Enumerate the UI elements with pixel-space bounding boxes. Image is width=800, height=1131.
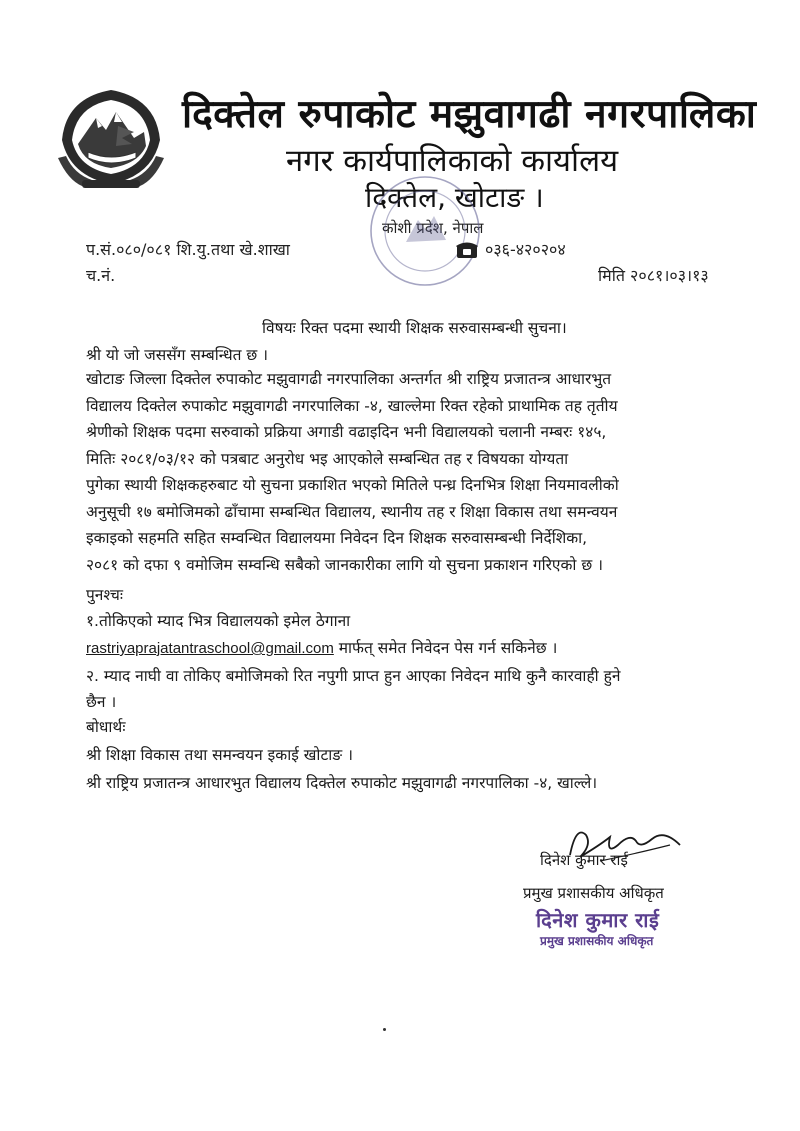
office-location: दिक्तेल, खोटाङ । xyxy=(365,181,544,214)
province-name: कोशी प्रदेश, नेपाल xyxy=(382,219,484,237)
signer-stamp-title: प्रमुख प्रशासकीय अधिकृत xyxy=(540,934,654,948)
postscript-label: पुनश्चः xyxy=(86,586,123,604)
postscript-point-1: १.तोकिएको म्याद भित्र विद्यालयको इमेल ठेगाना xyxy=(86,612,351,630)
school-email-link[interactable]: rastriyaprajatantraschool@gmail.com xyxy=(86,640,334,657)
paragraph-line: मितिः २०८१/०३/१२ को पत्रबाट अनुरोध भइ आएकोले सम्बन्धित तह र विषयका योग्यता xyxy=(86,449,569,468)
paragraph-line: अनुसूची १७ बमोजिमको ढाँचामा सम्बन्धित विद्यालय, स्थानीय तह र शिक्षा विकास तथा समन्वयन xyxy=(86,502,618,521)
subject-line: विषयः रिक्त पदमा स्थायी शिक्षक सरुवासम्बन्धी सुचना। xyxy=(262,319,567,337)
point2-line: २. म्याद नाघी वा तोकिए बमोजिमको रित नपुगी प्राप्त हुन आएका निवेदन माथि कुनै कारवाही हुने xyxy=(86,667,621,685)
paragraph-line: २०८१ को दफा ९ वमोजिम सम्वन्धि सबैको जानकारीका लागि यो सुचना प्रकाशन गरिएको छ । xyxy=(86,555,604,574)
document-date: मिति २०८१।०३।१३ xyxy=(598,266,709,285)
paragraph-line: इकाइको सहमति सहित सम्वन्धित विद्यालयमा निवेदन दिन शिक्षक सरुवासम्बन्धी निर्देशिका, xyxy=(86,529,588,547)
paragraph-line: विद्यालय दिक्तेल रुपाकोट मझुवागढी नगरपालिका -४, खाल्लेमा रिक्त रहेको प्राथामिक तह तृतीय xyxy=(86,396,618,415)
email-line xyxy=(86,636,557,658)
telephone-icon xyxy=(455,241,479,259)
office-name: नगर कार्यपालिकाको कार्यालय xyxy=(286,143,619,179)
dispatch-number: च.नं. xyxy=(86,266,116,285)
paragraph-line: खोटाङ जिल्ला दिक्तेल रुपाकोट मझुवागढी नगरपालिका अन्तर्गत श्री राष्ट्रिय प्रजातन्त्र आधारभुत xyxy=(86,370,612,388)
signer-name: दिनेश कुमार राई xyxy=(540,851,628,869)
copy-to-label: बोधार्थः xyxy=(86,718,126,736)
postscript-point-2 xyxy=(86,663,736,715)
signer-title: प्रमुख प्रशासकीय अधिकृत xyxy=(523,884,664,902)
copy-to-recipient-2: श्री राष्ट्रिय प्रजातन्त्र आधारभुत विद्यालय दिक्तेल रुपाकोट मझुवागढी नगरपालिका -४, खाल्ले। xyxy=(86,774,598,792)
municipality-name: दिक्तेल रुपाकोट मझुवागढी नगरपालिका xyxy=(182,92,757,137)
nepal-emblem-icon xyxy=(52,80,170,192)
signer-stamp-name: दिनेश कुमार राई xyxy=(536,908,660,932)
paragraph-line: पुगेका स्थायी शिक्षकहरुबाट यो सुचना प्रकाशित भएको मितिले पन्ध्र दिनभित्र शिक्षा नियमावलीको xyxy=(86,476,619,494)
salutation: श्री यो जो जससँग सम्बन्धित छ । xyxy=(86,346,269,364)
phone-number: ०३६-४२०२०४ xyxy=(485,240,566,259)
paragraph-line: श्रेणीको शिक्षक पदमा सरुवाको प्रक्रिया अगाडी वढाइदिन भनी विद्यालयको चलानी नम्बरः १४५, xyxy=(86,423,607,441)
copy-to-recipient-1: श्री शिक्षा विकास तथा समन्वयन इकाई खोटाङ । xyxy=(86,746,353,764)
point2-line: छैन । xyxy=(86,693,117,711)
office-round-stamp xyxy=(366,172,484,290)
reference-number: प.सं.०८०/०८१ शि.यु.तथा खे.शाखा xyxy=(86,240,290,259)
stray-mark xyxy=(383,1028,386,1031)
notice-paragraph xyxy=(86,366,726,578)
email-line-suffix: मार्फत् समेत निवेदन पेस गर्न सकिनेछ । xyxy=(333,639,558,657)
